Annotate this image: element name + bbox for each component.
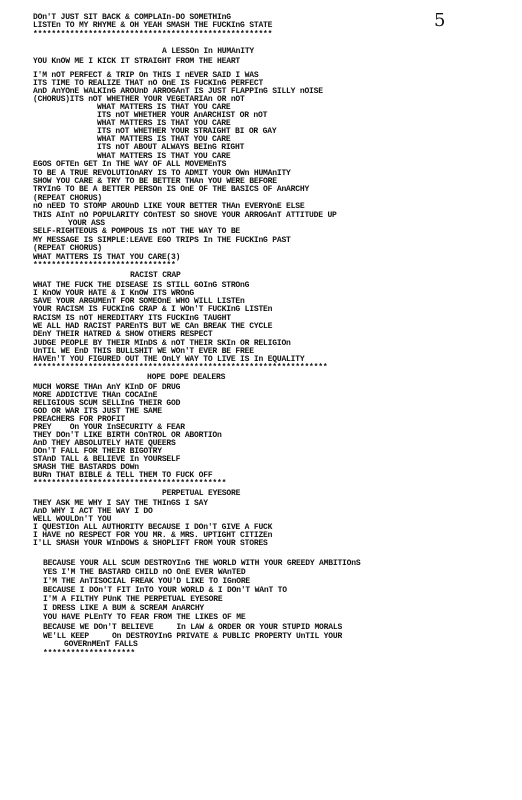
lyric-line: nO nEED TO STOMP AROUnD LIKE YOUR BETTER THAn EVERYOnE ELSE bbox=[33, 202, 305, 211]
lyric-line: SELF-RIGHTEOUS & POMPOUS IS nOT THE WAY TO BE bbox=[33, 227, 241, 236]
lyric-line: WE'LL KEEP On DESTROYInG PRIVATE & PUBLIC PROPERTY UnTIL YOUR bbox=[43, 632, 343, 641]
lyric-line: THEY DOn'T LIKE BIRTH COnTROL OR ABORTIOn bbox=[33, 431, 222, 440]
song-title: A LESSOn In HUMAnITY bbox=[162, 47, 255, 56]
lyric-line: PREACHERS FOR PROFIT bbox=[33, 415, 126, 424]
lyric-line: WHAT MATTERS IS THAT YOU CARE bbox=[97, 152, 231, 161]
song-title: RACIST CRAP bbox=[130, 271, 181, 280]
lyric-line: YOU KnOW ME I KICK IT STRAIGHT FROM THE HEART bbox=[33, 57, 241, 66]
lyric-line: WHAT MATTERS IS THAT YOU CARE bbox=[97, 103, 231, 112]
asterisk-divider: **************************************************** bbox=[33, 30, 273, 39]
lyric-line: ITS TIME TO REALIZE THAT nO OnE IS FUCKInG PERFECT bbox=[33, 79, 264, 88]
lyric-line: I HAVE nO RESPECT FOR YOU MR. & MRS. UPTIGHT CITIZEn bbox=[33, 531, 273, 540]
lyric-line: JUDGE PEOPLE BY THEIR MInDS & nOT THEIR SKIn OR RELIGIOn bbox=[33, 339, 291, 348]
lyric-line: UnTIL WE EnD THIS BULLSHIT WE WOn'T EVER BE FREE bbox=[33, 347, 254, 356]
lyric-line: I DRESS LIKE A BUM & SCREAM AnARCHY bbox=[43, 604, 205, 613]
lyric-line: (REPEAT CHORUS) bbox=[33, 244, 103, 253]
lyric-line: (CHORUS)ITS nOT WHETHER YOUR VEGETARIAn OR nOT bbox=[33, 95, 245, 104]
lyric-line: GOD OR WAR ITS JUST THE SAME bbox=[33, 407, 162, 416]
lyric-line: BECAUSE WE DOn'T BELIEVE In LAW & ORDER OR YOUR STUPID MORALS bbox=[43, 623, 343, 632]
lyric-line: BECAUSE YOUR ALL SCUM DESTROYInG THE WORLD WITH YOUR GREEDY AMBITIOnS bbox=[43, 559, 361, 568]
lyric-line: LISTEn TO MY RHYME & OH YEAH SMASH THE FUCKInG STATE bbox=[33, 21, 273, 30]
lyric-line: SHOW YOU CARE & TRY TO BE BETTER THAn YOU WERE BEFORE bbox=[33, 177, 277, 186]
lyric-line: BECAUSE I DOn'T FIT InTO YOUR WORLD & I DOn'T WAnT TO bbox=[43, 586, 287, 595]
asterisk-divider: ****************************************** bbox=[33, 479, 227, 488]
lyric-line: WELL WOULDn'T YOU bbox=[33, 515, 112, 524]
lyric-line: I'M A FILTHY PUnK THE PERPETUAL EYESORE bbox=[43, 595, 223, 604]
lyric-line: MUCH WORSE THAn AnY KInD OF DRUG bbox=[33, 383, 181, 392]
lyric-line: HAVEn'T YOU FIGURED OUT THE OnLY WAY TO LIVE IS In EQUALITY bbox=[33, 355, 305, 364]
lyric-line: THEY ASK ME WHY I SAY THE THInGS I SAY bbox=[33, 499, 208, 508]
lyric-line: DEnY THEIR HATRED & SHOW OTHERS RESPECT bbox=[33, 330, 213, 339]
lyric-line: DOn'T FALL FOR THEIR BIGOTRY bbox=[33, 447, 162, 456]
lyric-line: YOUR RACISM IS FUCKInG CRAP & I WOn'T FUCKInG LISTEn bbox=[33, 305, 273, 314]
lyric-line: AnD WHY I ACT THE WAY I DO bbox=[33, 507, 153, 516]
song-title: PERPETUAL EYESORE bbox=[162, 489, 241, 498]
lyric-line: WE ALL HAD RACIST PAREnTS BUT WE CAn BREAK THE CYCLE bbox=[33, 322, 273, 331]
lyric-line: I'LL SMASH YOUR WInDOWS & SHOPLIFT FROM YOUR STORES bbox=[33, 539, 268, 548]
lyric-line: TRYInG TO BE A BETTER PERSOn IS OnE OF THE BASICS OF AnARCHY bbox=[33, 185, 310, 194]
asterisk-divider: ******************************* bbox=[33, 261, 176, 270]
lyric-line: PREY On YOUR InSECURITY & FEAR bbox=[33, 423, 185, 432]
lyric-line: AnD THEY ABSOLUTELY HATE QUEERS bbox=[33, 439, 176, 448]
lyric-line: MORE ADDICTIVE THAn COCAInE bbox=[33, 391, 158, 400]
asterisk-divider: **************************************************************** bbox=[33, 363, 328, 372]
lyric-line: RELIGIOUS SCUM SELLInG THEIR GOD bbox=[33, 399, 181, 408]
lyric-line: RACISM IS nOT HEREDITARY ITS FUCKInG TAUGHT bbox=[33, 314, 231, 323]
lyric-line: I QUESTIOn ALL AUTHORITY BECAUSE I DOn'T GIVE A FUCK bbox=[33, 523, 273, 532]
page-number: 5 bbox=[434, 10, 446, 31]
lyric-line: DOn'T JUST SIT BACK & COMPLAIn-DO SOMETHInG bbox=[33, 13, 231, 22]
lyric-line: I'M nOT PERFECT & TRIP On THIS I nEVER SAID I WAS bbox=[33, 71, 259, 80]
lyric-line: MY MESSAGE IS SIMPLE:LEAVE EGO TRIPS In THE FUCKInG PAST bbox=[33, 236, 291, 245]
lyric-line: TO BE A TRUE REVOLUTIOnARY IS TO ADMIT YOUR OWn HUMAnITY bbox=[33, 169, 291, 178]
lyric-line: SMASH THE BASTARDS DOWn bbox=[33, 463, 139, 472]
lyric-line: YOU HAVE PLEnTY TO FEAR FROM THE LIKES OF ME bbox=[43, 613, 246, 622]
lyric-line: SAVE YOUR ARGUMEnT FOR SOMEOnE WHO WILL LISTEn bbox=[33, 297, 245, 306]
lyric-line: WHAT MATTERS IS THAT YOU CARE bbox=[97, 135, 231, 144]
lyric-line: WHAT MATTERS IS THAT YOU CARE bbox=[97, 119, 231, 128]
lyric-line: (REPEAT CHORUS) bbox=[33, 194, 103, 203]
lyric-line: ITS nOT ABOUT ALWAYS BEInG RIGHT bbox=[97, 143, 245, 152]
song-title: HOPE DOPE DEALERS bbox=[147, 373, 226, 382]
lyric-line: GOVERnMEnT FALLS bbox=[64, 640, 138, 649]
lyric-line: I KnOW YOUR HATE & I KnOW ITS WROnG bbox=[33, 289, 195, 298]
lyric-line: BURn THAT BIBLE & TELL THEM TO FUCK OFF bbox=[33, 471, 213, 480]
lyric-line: AnD AnYOnE WALKInG AROUnD ARROGAnT IS JUST FLAPPInG SILLY nOISE bbox=[33, 87, 323, 96]
lyric-line: THIS AInT nO POPULARITY COnTEST SO SHOVE YOUR ARROGAnT ATTITUDE UP bbox=[33, 211, 337, 220]
lyric-line: WHAT THE FUCK THE DISEASE IS STILL GOInG STROnG bbox=[33, 281, 250, 290]
lyric-line: ITS nOT WHETHER YOUR AnARCHIST OR nOT bbox=[97, 111, 268, 120]
lyric-line: ITS nOT WHETHER YOUR STRAIGHT BI OR GAY bbox=[97, 127, 277, 136]
lyric-line: EGOS OFTEn GET In THE WAY OF ALL MOVEMEnTS bbox=[33, 160, 227, 169]
lyric-line: WHAT MATTERS IS THAT YOU CARE(3) bbox=[33, 253, 181, 262]
lyric-line: STAnD TALL & BELIEVE In YOURSELF bbox=[33, 455, 181, 464]
lyric-line: I'M THE AnTISOCIAL FREAK YOU'D LIKE TO IGnORE bbox=[43, 577, 251, 586]
lyric-line: YES I'M THE BASTARD CHILD nO OnE EVER WAnTED bbox=[43, 568, 246, 577]
lyric-line: YOUR ASS bbox=[68, 219, 105, 228]
asterisk-divider: ******************** bbox=[43, 649, 136, 658]
